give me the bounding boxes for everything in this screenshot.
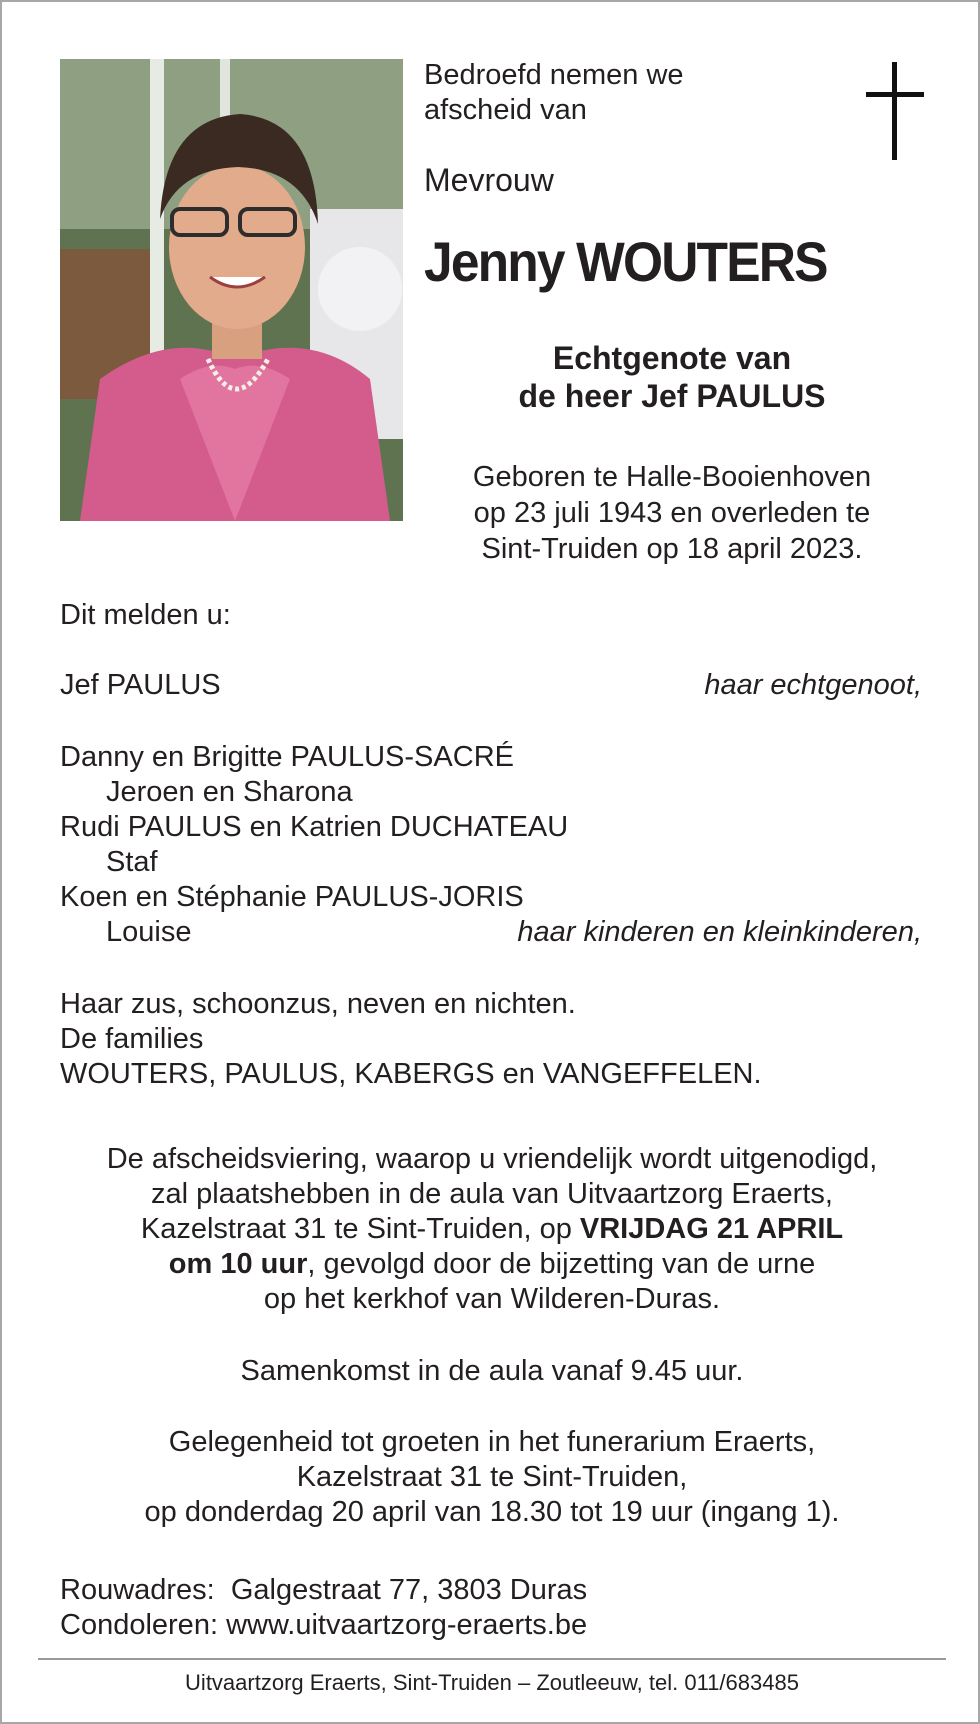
extended-line-2: De families bbox=[60, 1023, 204, 1055]
condolence-row bbox=[60, 1608, 922, 1643]
husband-row bbox=[60, 668, 922, 703]
family-2: Rudi PAULUS en Katrien DUCHATEAU bbox=[60, 811, 569, 843]
visitation-info bbox=[42, 1425, 942, 1530]
contact-info bbox=[60, 1573, 922, 1643]
extended-line-3: WOUTERS, PAULUS, KABERGS en VANGEFFELEN. bbox=[60, 1058, 762, 1090]
portrait-illustration bbox=[60, 59, 403, 521]
ceremony-line-3 bbox=[42, 1212, 942, 1247]
announcement: Dit melden u: bbox=[60, 599, 231, 631]
intro-line-2: afscheid van bbox=[424, 94, 587, 126]
children-role: haar kinderen en kleinkinderen, bbox=[517, 916, 922, 948]
ceremony-line-3-text: Kazelstraat 31 te Sint-Truiden, op bbox=[140, 1213, 580, 1245]
spouse-line-1: Echtgenote van bbox=[552, 340, 792, 376]
ceremony-line-5: op het kerkhof van Wilderen-Duras. bbox=[263, 1283, 721, 1315]
birth-death-text bbox=[432, 459, 912, 567]
ceremony-line-4-text: , gevolgd door de bijzetting van de urne bbox=[307, 1248, 816, 1280]
address-value: Galgestraat 77, 3803 Duras bbox=[230, 1574, 588, 1606]
family-3: Koen en Stéphanie PAULUS-JORIS bbox=[60, 881, 524, 913]
family-2-kids: Staf bbox=[106, 846, 158, 878]
born-line-3: Sint-Truiden op 18 april 2023. bbox=[481, 533, 863, 565]
visitation-line-2: Kazelstraat 31 te Sint-Truiden, bbox=[296, 1461, 688, 1493]
husband-role: haar echtgenoot, bbox=[704, 669, 922, 701]
gathering-info bbox=[42, 1354, 942, 1389]
extended-family bbox=[60, 987, 922, 1092]
spouse-text bbox=[452, 339, 892, 415]
ceremony-info bbox=[42, 1142, 942, 1317]
ceremony-date: VRIJDAG 21 APRIL bbox=[579, 1213, 844, 1245]
deceased-name: Jenny WOUTERS bbox=[424, 230, 827, 293]
children-list bbox=[60, 740, 922, 915]
ceremony-line-4 bbox=[42, 1247, 942, 1282]
gathering-line: Samenkomst in de aula vanaf 9.45 uur. bbox=[240, 1355, 744, 1387]
visitation-line-3: op donderdag 20 april van 18.30 tot 19 uur (ingang 1). bbox=[144, 1496, 840, 1528]
address-row bbox=[60, 1573, 922, 1608]
condolence-website-link[interactable]: www.uitvaartzorg-eraerts.be bbox=[226, 1609, 588, 1641]
address-label: Rouwadres: bbox=[60, 1574, 215, 1606]
intro-line-1: Bedroefd nemen we bbox=[424, 59, 684, 91]
ceremony-line-1: De afscheidsviering, waarop u vriendelijk wordt uitgenodigd, bbox=[106, 1143, 878, 1175]
ceremony-line-2: zal plaatshebben in de aula van Uitvaartzorg Eraerts, bbox=[151, 1178, 833, 1210]
visitation-line-1: Gelegenheid tot groeten in het funerarium Eraerts, bbox=[168, 1426, 816, 1458]
family-1: Danny en Brigitte PAULUS-SACRÉ bbox=[60, 741, 514, 773]
footer-divider bbox=[38, 1658, 946, 1660]
husband-name: Jef PAULUS bbox=[60, 669, 221, 701]
extended-line-1: Haar zus, schoonzus, neven en nichten. bbox=[60, 988, 576, 1020]
condolence-label: Condoleren: bbox=[60, 1609, 218, 1641]
salutation: Mevrouw bbox=[424, 162, 554, 198]
born-line-1: Geboren te Halle-Booienhoven bbox=[472, 461, 872, 493]
ceremony-time: om 10 uur bbox=[168, 1248, 308, 1280]
latin-cross-icon bbox=[866, 62, 924, 160]
intro-text bbox=[424, 58, 684, 128]
spouse-line-2: de heer Jef PAULUS bbox=[518, 378, 826, 414]
grandchildren-row bbox=[60, 915, 922, 950]
footer-text: Uitvaartzorg Eraerts, Sint-Truiden – Zoutleeuw, tel. 011/683485 bbox=[185, 1670, 799, 1695]
family-1-kids: Jeroen en Sharona bbox=[106, 776, 353, 808]
family-3-kids: Louise bbox=[106, 916, 192, 948]
born-line-2: op 23 juli 1943 en overleden te bbox=[473, 497, 871, 529]
portrait-photo bbox=[60, 59, 403, 521]
